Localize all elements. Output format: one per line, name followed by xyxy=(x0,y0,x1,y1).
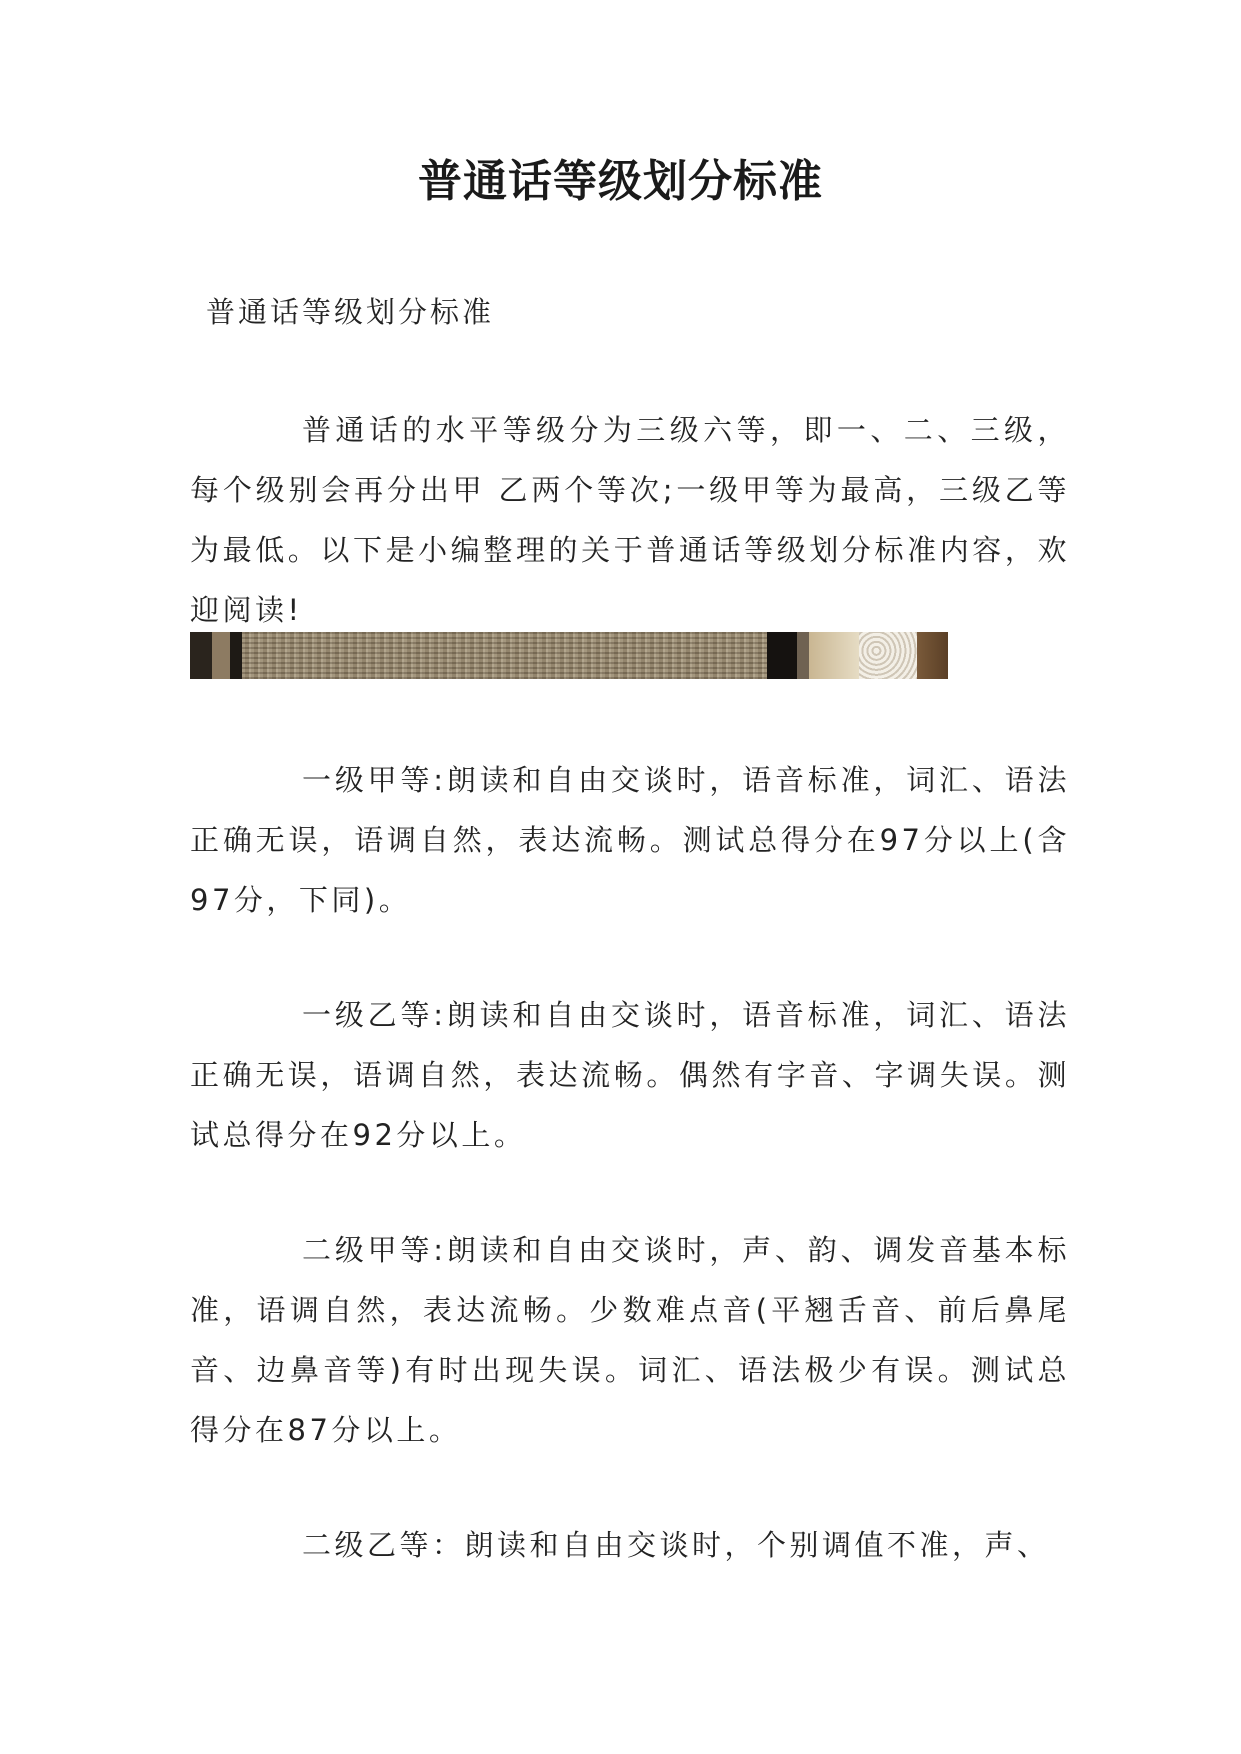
level-2b-paragraph: 二级乙等：朗读和自由交谈时，个别调值不准，声、 xyxy=(302,1528,1050,1562)
document-subtitle: 普通话等级划分标准 xyxy=(206,295,495,329)
level-1b-paragraph: 一级乙等:朗读和自由交谈时，语音标准，词汇、语法正确无误，语调自然，表达流畅。偶然有字音、字调失误。测试总得分在92分以上。 xyxy=(190,998,1070,1152)
level-1a-paragraph: 一级甲等:朗读和自由交谈时，语音标准，词汇、语法正确无误，语调自然，表达流畅。测试总得分在97分以上(含97分，下同)。 xyxy=(190,763,1070,917)
intro-paragraph: 普通话的水平等级分为三级六等，即一、二、三级，每个级别会再分出甲 乙两个等次;一级甲等为最高，三级乙等为最低。以下是小编整理的关于普通话等级划分标准内容，欢迎阅读! xyxy=(190,413,1070,627)
level-2a-paragraph: 二级甲等:朗读和自由交谈时，声、韵、调发音基本标准，语调自然，表达流畅。少数难点音(平翘舌音、前后鼻尾音、边鼻音等)有时出现失误。词汇、语法极少有误。测试总得分在87分以上。 xyxy=(190,1233,1070,1447)
decorative-photo xyxy=(190,632,948,679)
document-title: 普通话等级划分标准 xyxy=(418,156,823,207)
